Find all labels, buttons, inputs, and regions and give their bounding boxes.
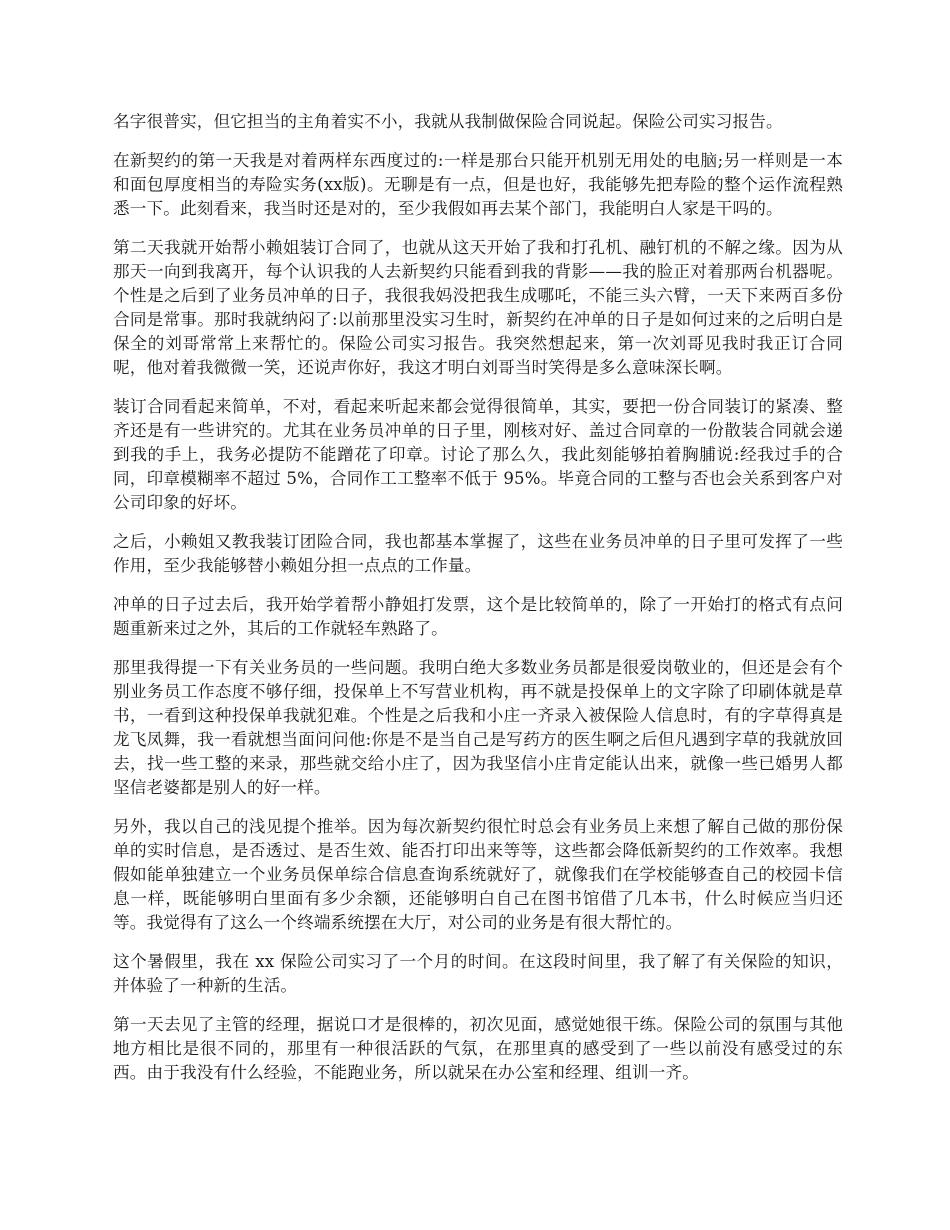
paragraph-5: 之后，小赖姐又教我装订团险合同，我也都基本掌握了，这些在业务员冲单的日子里可发挥了一些作用，至少我能够替小赖姐分担一点点的工作量。 [113,532,843,575]
paragraph-10: 第一天去见了主管的经理，据说口才是很棒的，初次见面，感觉她很干练。保险公司的氛围与其他地方相比是很不同的，那里有一种很活跃的气氛，在那里真的感受到了一些以前没有感受过的东西。由于我没有什么经验，不能跑业务，所以就呆在办公室和经理、组训一齐。 [113,1015,843,1082]
paragraph-1: 名字很普实，但它担当的主角着实不小，我就从我制做保险合同说起。保险公司实习报告。 [113,112,783,131]
paragraph-4: 装订合同看起来简单，不对，看起来听起来都会觉得很简单，其实，要把一份合同装订的紧凑、整齐还是有一些讲究的。尤其在业务员冲单的日子里，刚核对好、盖过合同章的一份散装合同就会递到我的手上，我务必提防不能蹭花了印章。讨论了那么久，我此刻能够拍着胸脯说:经我过手的合同，印章模糊率不超过 5%，合同作工工整率不低于 95%。毕竟合同的工整与否也会关系到客户对公司印象的好坏。 [113,397,843,512]
document-body [113,110,843,1100]
paragraph-9: 这个暑假里，我在 xx 保险公司实习了一个月的时间。在这段时间里，我了解了有关保险的知识，并体验了一种新的生活。 [113,952,843,995]
paragraph-6: 冲单的日子过去后，我开始学着帮小静姐打发票，这个是比较简单的，除了一开始打的格式有点问题重新来过之外，其后的工作就轻车熟路了。 [113,595,843,638]
paragraph-8: 另外，我以自己的浅见提个推举。因为每次新契约很忙时总会有业务员上来想了解自己做的那份保单的实时信息，是否透过、是否生效、能否打印出来等等，这些都会降低新契约的工作效率。我想假如能单独建立一个业务员保单综合信息查询系统就好了，就像我们在学校能够查自己的校园卡信息一样，既能够明白里面有多少余额，还能够明白自己在图书馆借了几本书，什么时候应当归还等。我觉得有了这么一个终端系统摆在大厅，对公司的业务是有很大帮忙的。 [113,817,843,932]
paragraph-2: 在新契约的第一天我是对着两样东西度过的:一样是那台只能开机别无用处的电脑;另一样则是一本和面包厚度相当的寿险实务(xx版)。无聊是有一点，但是也好，我能够先把寿险的整个运作流程熟悉一下。此刻看来，我当时还是对的，至少我假如再去某个部门，我能明白人家是干吗的。 [113,151,843,218]
paragraph-3: 第二天我就开始帮小赖姐装订合同了，也就从这天开始了我和打孔机、融钉机的不解之缘。因为从那天一向到我离开，每个认识我的人去新契约只能看到我的背影——我的脸正对着那两台机器呢。个性是之后到了业务员冲单的日子，我很我妈没把我生成哪吒，不能三头六臂，一天下来两百多份合同是常事。那时我就纳闷了:以前那里没实习生时，新契约在冲单的日子是如何过来的之后明白是保全的刘哥常常上来帮忙的。保险公司实习报告。我突然想起来，第一次刘哥见我时我正订合同呢，他对着我微微一笑，还说声你好，我这才明白刘哥当时笑得是多么意味深长啊。 [113,238,843,377]
paragraph-7: 那里我得提一下有关业务员的一些问题。我明白绝大多数业务员都是很爱岗敬业的，但还是会有个别业务员工作态度不够仔细，投保单上不写营业机构，再不就是投保单上的文字除了印刷体就是草书，一看到这种投保单我就犯难。个性是之后我和小庄一齐录入被保险人信息时，有的字草得真是龙飞凤舞，我一看就想当面问问他:你是不是当自己是写药方的医生啊之后但凡遇到字草的我就放回去，找一些工整的来录，那些就交给小庄了，因为我坚信小庄肯定能认出来，就像一些已婚男人都坚信老婆都是别人的好一样。 [113,658,843,797]
